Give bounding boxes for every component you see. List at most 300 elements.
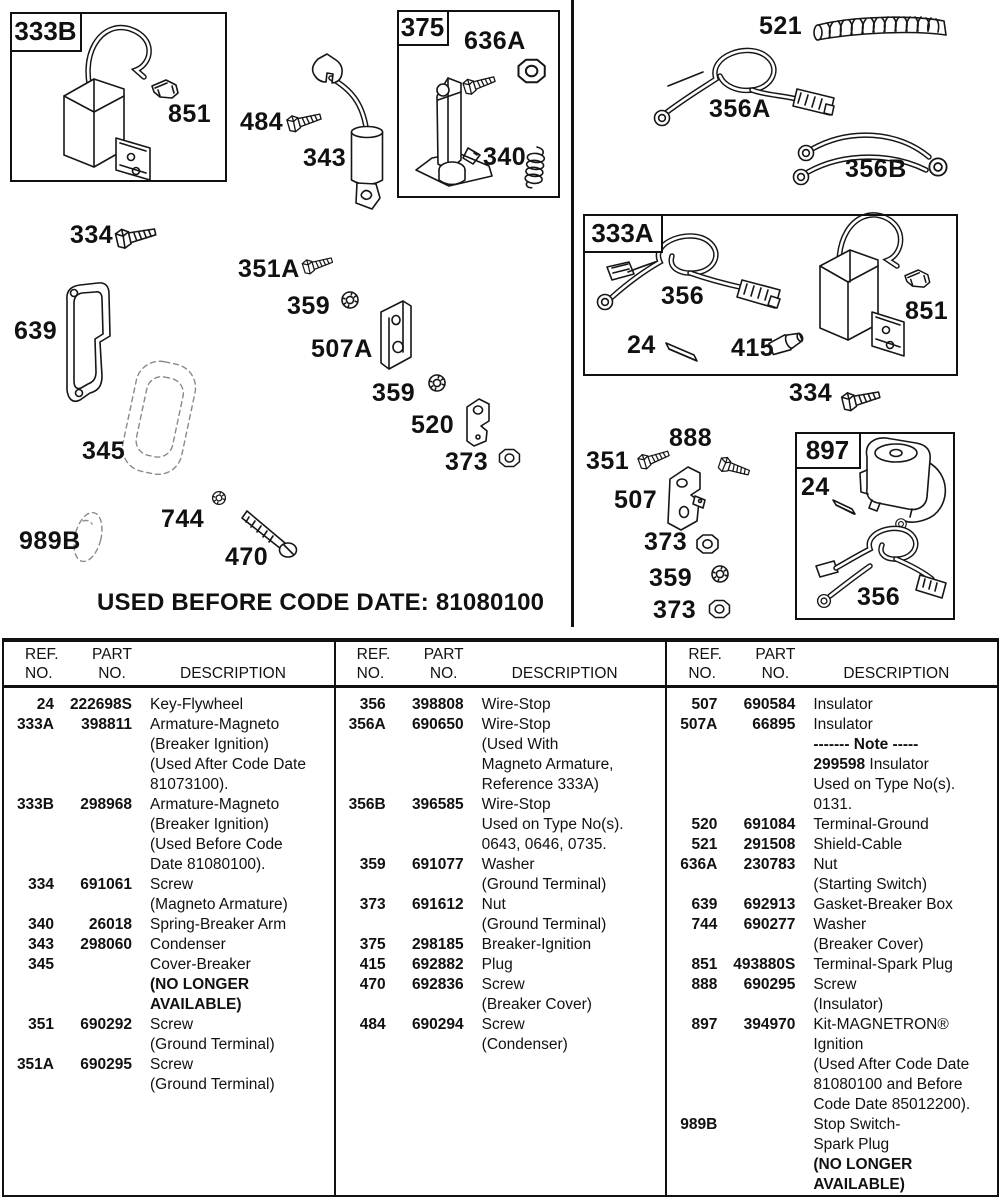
parts-table-row xyxy=(4,836,334,856)
part-label-351a: 351A xyxy=(238,255,300,283)
description-cell xyxy=(132,876,193,894)
ref-no-cell: 989B xyxy=(680,1116,718,1133)
ref-no-cell: 356A xyxy=(348,716,386,733)
part-label-359: 359 xyxy=(287,292,331,320)
description-cell xyxy=(464,996,592,1014)
parts-table-row xyxy=(667,776,997,796)
ref-no-cell: 520 xyxy=(691,816,718,833)
ref-no-cell: 375 xyxy=(359,936,386,953)
description-text: Terminal-Ground xyxy=(813,816,929,833)
description-text: (Breaker Cover) xyxy=(481,996,592,1013)
parts-table-row xyxy=(667,976,997,996)
description-cell xyxy=(795,696,872,714)
description-cell xyxy=(132,836,283,854)
part-label-507a: 507A xyxy=(311,335,373,363)
part-no-cell: 396585 xyxy=(411,796,464,813)
ref-no-cell: 333B xyxy=(16,796,54,813)
description-cell xyxy=(464,936,591,954)
parts-table-row xyxy=(336,736,666,756)
part-no-cell: 394970 xyxy=(743,1016,796,1033)
nut-373c-icon xyxy=(710,600,730,617)
parts-table-row xyxy=(4,1036,334,1056)
parts-table-row xyxy=(667,916,997,936)
description-text: Date 81080100). xyxy=(150,856,266,873)
part-label-415: 415 xyxy=(731,334,775,362)
ref-no-cell: 639 xyxy=(691,896,718,913)
description-cell xyxy=(132,716,279,734)
part-no-cell: 298968 xyxy=(80,796,132,813)
description-cell xyxy=(464,736,559,754)
section-divider xyxy=(571,0,574,627)
part-no-cell: 692882 xyxy=(411,956,464,973)
ref-no-cell: 744 xyxy=(691,916,718,933)
screw-334b-icon xyxy=(841,386,881,412)
description-text: Plug xyxy=(481,956,513,973)
parts-table-row xyxy=(4,716,334,736)
group-box-897-label: 897 xyxy=(795,432,861,469)
parts-table-row xyxy=(336,936,666,956)
part-no-cell: 690650 xyxy=(411,716,464,733)
ref-no-cell: 636A xyxy=(680,856,718,873)
part-label-520: 520 xyxy=(411,411,455,439)
description-cell xyxy=(795,1136,889,1154)
part-label-989b: 989B xyxy=(19,527,81,555)
ref-no-cell: 333A xyxy=(16,716,54,733)
description-text: Gasket-Breaker Box xyxy=(813,896,953,913)
description-cell xyxy=(464,956,513,974)
description-text: Screw xyxy=(150,876,194,893)
description-cell xyxy=(795,876,927,894)
parts-table-row xyxy=(336,836,666,856)
description-header: DESCRIPTION xyxy=(511,665,618,682)
description-cell xyxy=(795,1036,863,1054)
part-no-cell: 691077 xyxy=(411,856,464,873)
description-text: (Ground Terminal) xyxy=(481,916,607,933)
part-label-359c: 359 xyxy=(649,564,693,592)
description-text: Washer xyxy=(481,856,535,873)
parts-table xyxy=(2,638,999,1197)
part-label-334: 334 xyxy=(70,221,114,249)
description-cell xyxy=(464,976,525,994)
description-text: Kit-MAGNETRON® xyxy=(813,1016,949,1033)
parts-table-row xyxy=(4,1056,334,1076)
description-cell xyxy=(795,776,955,794)
part-label-507: 507 xyxy=(614,486,658,514)
description-text: AVAILABLE) xyxy=(813,1176,905,1193)
description-text: Used on Type No(s). xyxy=(481,816,624,833)
part-no-cell: 690292 xyxy=(80,1016,132,1033)
parts-table-row xyxy=(336,1036,666,1056)
part-label-888: 888 xyxy=(669,424,713,452)
part-no-cell: 26018 xyxy=(88,916,132,933)
description-text: Insulator xyxy=(813,716,873,733)
description-text: (NO LONGER xyxy=(150,976,250,993)
parts-table-row xyxy=(4,996,334,1016)
parts-table-row xyxy=(667,1076,997,1096)
part-label-24b: 24 xyxy=(801,473,830,501)
part-no-cell: 230783 xyxy=(743,856,796,873)
part-no-cell: 691061 xyxy=(80,876,132,893)
ref-no-cell: 373 xyxy=(359,896,386,913)
parts-table-row xyxy=(667,816,997,836)
description-text: (Breaker Ignition) xyxy=(150,816,269,833)
parts-table-row xyxy=(336,856,666,876)
parts-table-row xyxy=(336,996,666,1016)
insulator-507a-icon xyxy=(381,301,411,369)
terminal-ground-520-icon xyxy=(467,399,489,446)
parts-table-row xyxy=(4,976,334,996)
description-text: Armature-Magneto xyxy=(150,716,280,733)
part-no-cell: 690584 xyxy=(743,696,796,713)
ref-no-cell: 484 xyxy=(359,1016,386,1033)
group-box-333a-label: 333A xyxy=(583,214,663,253)
description-text: (Insulator) xyxy=(813,996,884,1013)
cover-breaker-345-icon xyxy=(118,357,200,479)
gasket-639-icon xyxy=(67,283,110,401)
parts-table-row xyxy=(667,856,997,876)
description-text: (Breaker Ignition) xyxy=(150,736,269,753)
description-text: Spark Plug xyxy=(813,1136,890,1153)
description-cell xyxy=(795,796,852,814)
part-label-356c: 356 xyxy=(857,583,901,611)
description-text: (Magneto Armature) xyxy=(150,896,288,913)
description-cell xyxy=(795,736,918,754)
parts-table-row xyxy=(336,876,666,896)
description-text: Ignition xyxy=(813,1036,864,1053)
description-text: Screw xyxy=(813,976,857,993)
description-cell xyxy=(795,836,902,854)
description-text: Condenser xyxy=(150,936,226,953)
parts-table-row xyxy=(667,736,997,756)
parts-table-row xyxy=(4,876,334,896)
description-text: Used on Type No(s). xyxy=(813,776,956,793)
part-no-header: PART NO. xyxy=(92,646,132,682)
parts-table-row xyxy=(4,936,334,956)
description-text: Screw xyxy=(150,1016,194,1033)
part-no-cell: 298185 xyxy=(411,936,464,953)
description-text: Reference 333A) xyxy=(481,776,599,793)
part-no-cell: 692836 xyxy=(411,976,464,993)
parts-table-row xyxy=(336,916,666,936)
ref-no-cell: 24 xyxy=(36,696,54,713)
description-text: (Ground Terminal) xyxy=(150,1036,275,1053)
part-no-cell: 298060 xyxy=(80,936,132,953)
part-label-484: 484 xyxy=(240,108,284,136)
ref-no-cell: 888 xyxy=(691,976,718,993)
ref-no-cell: 351 xyxy=(28,1016,54,1033)
description-text: Shield-Cable xyxy=(813,836,903,853)
description-cell xyxy=(464,716,551,734)
parts-table-row xyxy=(667,1016,997,1036)
description-cell xyxy=(464,876,607,894)
description-cell xyxy=(795,1096,970,1114)
parts-table-row xyxy=(336,696,666,716)
description-text: (Used Before Code xyxy=(150,836,283,853)
parts-table-column-2 xyxy=(334,642,666,1195)
description-cell xyxy=(464,916,607,934)
parts-table-row xyxy=(4,736,334,756)
parts-table-row xyxy=(4,896,334,916)
description-text: Screw xyxy=(481,1016,525,1033)
ref-no-cell: 345 xyxy=(28,956,54,973)
ref-no-header: REF. NO. xyxy=(688,646,722,682)
description-text: Washer xyxy=(813,916,867,933)
description-cell xyxy=(795,1156,912,1174)
part-no-cell: 691084 xyxy=(743,816,796,833)
description-cell xyxy=(132,996,242,1014)
description-text: (Used With xyxy=(481,736,559,753)
parts-table-row xyxy=(667,1056,997,1076)
part-no-cell: 291508 xyxy=(743,836,796,853)
description-text: AVAILABLE) xyxy=(150,996,242,1013)
description-cell xyxy=(464,896,506,914)
part-label-373b: 373 xyxy=(644,528,688,556)
parts-table-row xyxy=(336,1016,666,1036)
description-cell xyxy=(132,1036,275,1054)
description-text: (Starting Switch) xyxy=(813,876,928,893)
group-box-375-label: 375 xyxy=(397,10,449,46)
parts-table-row xyxy=(336,776,666,796)
ref-no-cell: 356 xyxy=(359,696,386,713)
part-label-345: 345 xyxy=(82,437,126,465)
parts-table-row xyxy=(667,876,997,896)
description-cell xyxy=(795,896,953,914)
description-text: Key-Flywheel xyxy=(150,696,244,713)
description-text: Insulator xyxy=(813,696,873,713)
description-header: DESCRIPTION xyxy=(843,665,950,682)
part-label-351: 351 xyxy=(586,447,630,475)
parts-table-row xyxy=(667,956,997,976)
description-text: 81080100 and Before xyxy=(813,1076,963,1093)
description-cell xyxy=(795,856,837,874)
parts-table-row xyxy=(4,956,334,976)
screw-888-icon xyxy=(718,456,752,479)
parts-table-row xyxy=(667,996,997,1016)
ref-no-header: REF. NO. xyxy=(356,646,391,682)
parts-table-row xyxy=(667,716,997,736)
ref-no-cell: 334 xyxy=(28,876,54,893)
description-cell xyxy=(132,696,243,714)
ref-no-cell: 359 xyxy=(359,856,386,873)
parts-table-row xyxy=(667,1096,997,1116)
description-cell xyxy=(795,976,856,994)
description-cell xyxy=(464,796,551,814)
description-cell xyxy=(464,856,535,874)
description-cell xyxy=(795,1016,948,1034)
part-label-334b: 334 xyxy=(789,379,833,407)
part-label-359b: 359 xyxy=(372,379,416,407)
parts-table-row xyxy=(4,796,334,816)
parts-table-row xyxy=(667,1116,997,1136)
part-no-cell: 690294 xyxy=(411,1016,464,1033)
parts-table-row xyxy=(336,956,666,976)
description-cell xyxy=(464,696,551,714)
parts-table-row xyxy=(667,756,997,776)
part-label-521: 521 xyxy=(759,12,803,40)
nut-373-icon xyxy=(500,449,520,466)
part-label-639: 639 xyxy=(14,317,58,345)
description-cell xyxy=(795,916,866,934)
description-text: Cover-Breaker xyxy=(150,956,251,973)
part-label-470: 470 xyxy=(225,543,269,571)
description-cell xyxy=(132,1056,193,1074)
description-cell xyxy=(132,956,251,974)
ref-no-cell: 521 xyxy=(691,836,718,853)
description-cell xyxy=(464,756,614,774)
parts-table-row xyxy=(336,796,666,816)
description-cell xyxy=(132,1076,275,1094)
parts-table-row xyxy=(667,796,997,816)
group-box-333b-label: 333B xyxy=(10,12,82,52)
description-cell xyxy=(795,1056,969,1074)
description-cell xyxy=(795,1116,900,1134)
part-no-header: PART NO. xyxy=(423,646,464,682)
description-cell xyxy=(795,716,872,734)
parts-table-row xyxy=(667,1156,997,1176)
part-label-343: 343 xyxy=(303,144,347,172)
description-text: Terminal-Spark Plug xyxy=(813,956,953,973)
part-label-24: 24 xyxy=(627,331,656,359)
washer-744-icon xyxy=(213,492,226,505)
part-no-cell: 692913 xyxy=(743,896,796,913)
parts-table-row xyxy=(336,896,666,916)
description-text: Nut xyxy=(813,856,838,873)
description-text: (Ground Terminal) xyxy=(481,876,607,893)
description-text: Insulator xyxy=(865,756,929,773)
part-no-cell: 222698S xyxy=(69,696,132,713)
part-label-373c: 373 xyxy=(653,596,697,624)
description-text: Wire-Stop xyxy=(481,696,551,713)
parts-table-row xyxy=(667,836,997,856)
description-cell xyxy=(464,836,607,854)
description-text: Wire-Stop xyxy=(481,796,551,813)
description-cell xyxy=(464,1016,525,1034)
nut-373b-icon xyxy=(697,535,718,553)
description-cell xyxy=(464,1036,568,1054)
description-cell xyxy=(795,816,928,834)
description-text: (Breaker Cover) xyxy=(813,936,924,953)
description-cell xyxy=(464,816,624,834)
screw-484-icon xyxy=(286,108,322,133)
group-box-333b xyxy=(10,12,227,182)
column-header xyxy=(667,642,997,688)
ref-no-cell: 507A xyxy=(680,716,718,733)
parts-table-row xyxy=(667,1176,997,1196)
part-no-cell: 691612 xyxy=(411,896,464,913)
shield-cable-521-icon xyxy=(814,17,946,40)
description-text: (Condenser) xyxy=(481,1036,568,1053)
ref-no-cell: 897 xyxy=(691,1016,718,1033)
description-header: DESCRIPTION xyxy=(180,665,286,682)
part-label-851b: 851 xyxy=(905,297,949,325)
description-text: (Used After Code Date xyxy=(813,1056,970,1073)
part-label-744: 744 xyxy=(161,505,205,533)
ref-no-cell: 415 xyxy=(359,956,386,973)
parts-table-column-1 xyxy=(4,642,334,1195)
description-cell xyxy=(464,776,599,794)
description-text: Armature-Magneto xyxy=(150,796,280,813)
parts-table-row xyxy=(667,1036,997,1056)
parts-table-row xyxy=(4,756,334,776)
column-header xyxy=(336,642,666,688)
parts-table-row xyxy=(667,896,997,916)
part-label-851: 851 xyxy=(168,100,212,128)
description-cell xyxy=(132,856,265,874)
description-text: ------- Note ----- xyxy=(813,736,919,753)
ref-no-cell: 351A xyxy=(16,1056,54,1073)
part-no-cell: 493880S xyxy=(733,956,796,973)
description-cell xyxy=(795,1076,962,1094)
part-no-header: PART NO. xyxy=(755,646,796,682)
description-text: 81073100). xyxy=(150,776,229,793)
ref-no-cell: 343 xyxy=(28,936,54,953)
description-cell xyxy=(132,936,226,954)
part-no-cell: 690295 xyxy=(743,976,796,993)
parts-table-row xyxy=(336,816,666,836)
screw-351-icon xyxy=(637,446,671,470)
parts-table-row xyxy=(667,936,997,956)
description-text: (NO LONGER xyxy=(813,1156,913,1173)
ref-no-cell: 507 xyxy=(691,696,718,713)
part-label-356a: 356A xyxy=(709,95,771,123)
column-body xyxy=(667,688,997,1196)
part-no-cell: 690295 xyxy=(80,1056,132,1073)
description-cell xyxy=(795,1176,905,1194)
washer-359c-icon xyxy=(712,566,728,582)
screw-351a-icon xyxy=(302,253,334,275)
description-cell xyxy=(132,916,286,934)
description-text: Screw xyxy=(481,976,525,993)
description-cell xyxy=(795,956,953,974)
parts-table-row xyxy=(4,1076,334,1096)
part-no-cell: 66895 xyxy=(752,716,796,733)
parts-table-row xyxy=(4,816,334,836)
description-cell xyxy=(132,1016,193,1034)
column-header xyxy=(4,642,334,688)
parts-table-row xyxy=(336,756,666,776)
ref-no-cell: 356B xyxy=(348,796,386,813)
part-no-cell: 398811 xyxy=(81,716,132,733)
part-no-cell: 690277 xyxy=(743,916,796,933)
part-label-636a: 636A xyxy=(464,27,526,55)
column-body xyxy=(4,688,334,1096)
ref-no-cell: 851 xyxy=(691,956,718,973)
description-cell xyxy=(795,936,923,954)
ref-no-header: REF. NO. xyxy=(25,646,59,682)
description-text: Magneto Armature, xyxy=(481,756,614,773)
parts-table-row xyxy=(4,696,334,716)
parts-table-row xyxy=(667,696,997,716)
parts-table-row xyxy=(336,716,666,736)
description-cell xyxy=(132,976,249,994)
parts-table-column-3 xyxy=(665,642,997,1195)
diagram-title: USED BEFORE CODE DATE: 81080100 xyxy=(97,589,545,616)
parts-table-row xyxy=(4,856,334,876)
insulator-507-icon xyxy=(668,467,705,530)
parts-table-row xyxy=(336,976,666,996)
part-label-340: 340 xyxy=(483,143,527,171)
description-text: Code Date 85012200). xyxy=(813,1096,971,1113)
description-text: 0643, 0646, 0735. xyxy=(481,836,607,853)
column-body xyxy=(336,688,666,1056)
description-cell xyxy=(795,996,883,1014)
description-cell xyxy=(132,796,279,814)
washer-359b-icon xyxy=(429,375,445,391)
parts-table-row xyxy=(4,916,334,936)
part-label-356b: 356B xyxy=(845,155,907,183)
description-text: Screw xyxy=(150,1056,194,1073)
parts-table-row xyxy=(4,776,334,796)
